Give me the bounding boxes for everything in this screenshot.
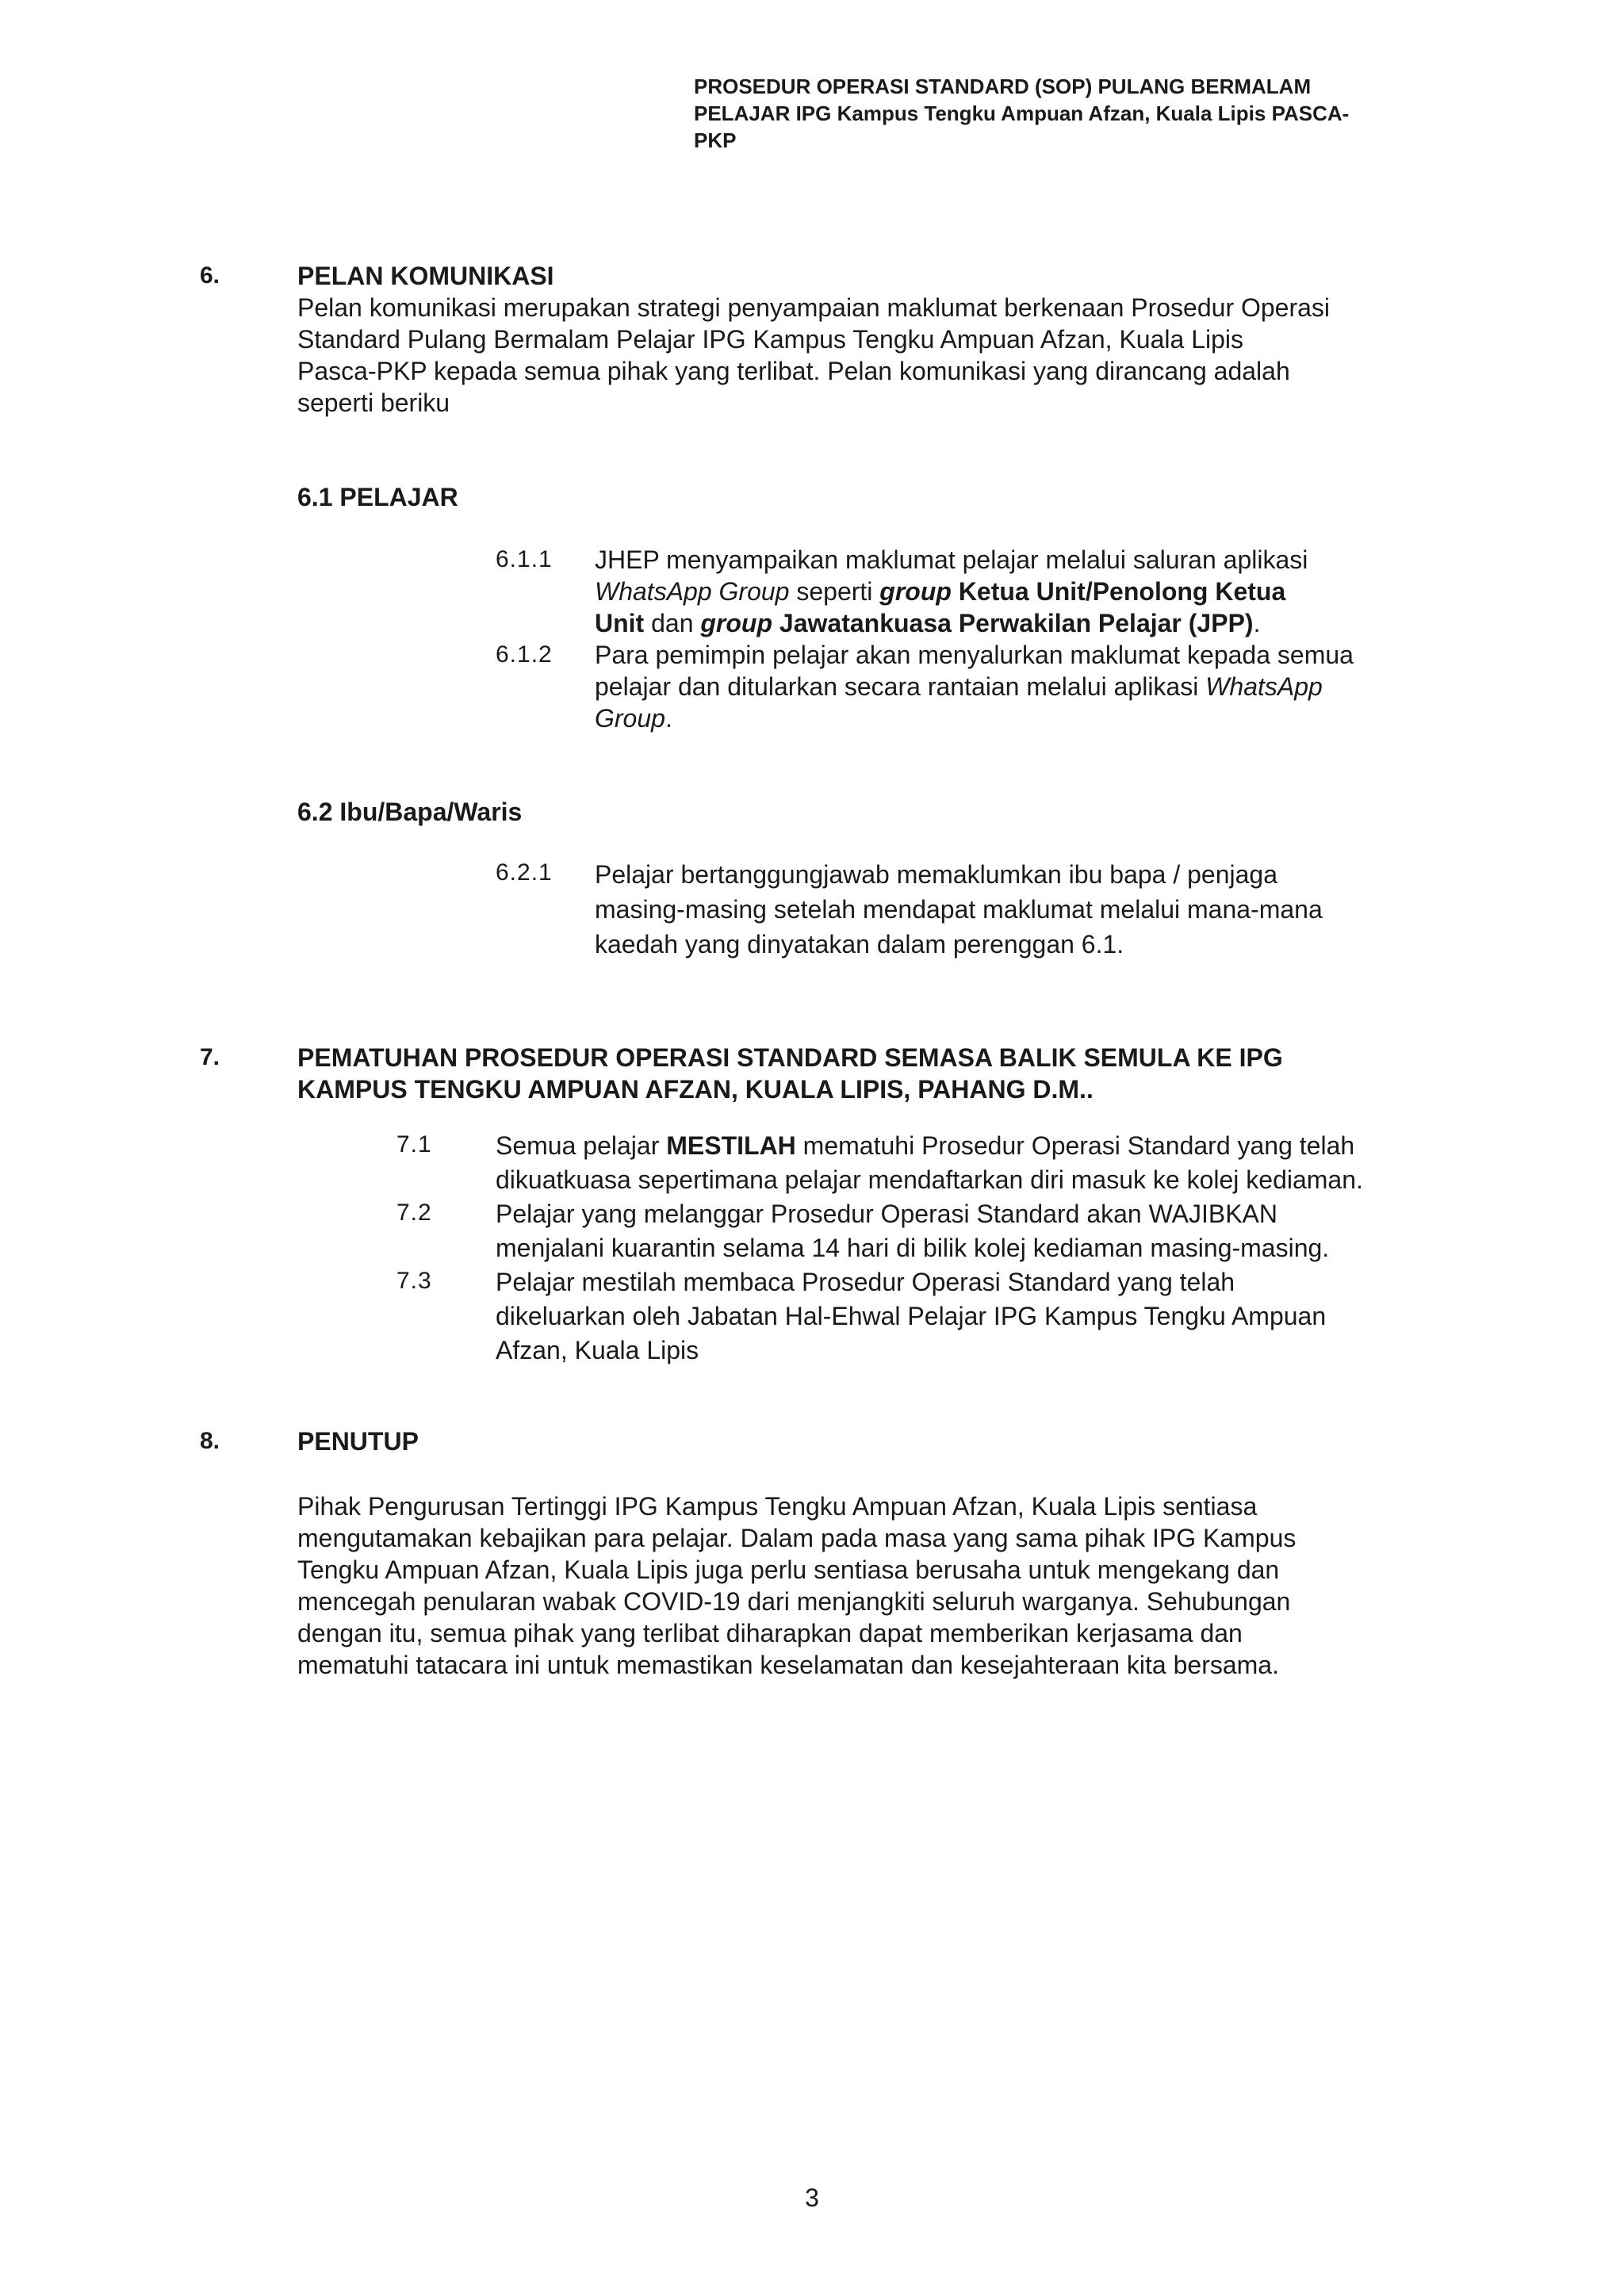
item-line: Para pemimpin pelajar akan menyalurkan maklumat kepada semua xyxy=(595,641,1354,669)
section-6-title: PELAN KOMUNIKASI xyxy=(297,262,554,290)
subsection-6-2-title: 6.2 Ibu/Bapa/Waris xyxy=(297,798,523,826)
text: seperti xyxy=(789,577,880,606)
section-7-title-line: PEMATUHAN PROSEDUR OPERASI STANDARD SEMASA BALIK SEMULA KE IPG xyxy=(297,1043,1283,1072)
item-line: dikuatkuasa sepertimana pelajar mendaftarkan diri masuk ke kolej kediaman. xyxy=(496,1165,1363,1194)
section-6-paragraph xyxy=(297,292,1415,419)
item-line: Pelajar bertanggungjawab memaklumkan ibu bapa / penjaga xyxy=(595,860,1278,889)
italic-text: Group xyxy=(595,704,665,733)
section-8-para-line: mengutamakan kebajikan para pelajar. Dalam pada masa yang sama pihak IPG Kampus xyxy=(297,1524,1297,1552)
item-line: menjalani kuarantin selama 14 hari di bilik kolej kediaman masing-masing. xyxy=(496,1234,1330,1262)
section-8-number: 8. xyxy=(200,1428,220,1454)
subsection-6-1-title: 6.1 PELAJAR xyxy=(297,483,458,511)
item-6-1-2-number: 6.1.2 xyxy=(496,641,553,668)
item-line xyxy=(595,702,1419,734)
bold-text: Jawatankuasa Perwakilan Pelajar (JPP) xyxy=(772,609,1254,637)
header-line-1: PROSEDUR OPERASI STANDARD (SOP) PULANG BERMALAM xyxy=(694,75,1312,98)
text: dan xyxy=(644,609,701,637)
item-line xyxy=(595,576,1419,607)
item-7-2-number: 7.2 xyxy=(396,1200,432,1226)
item-6-1-2-text xyxy=(595,639,1419,734)
item-6-1-1-number: 6.1.1 xyxy=(496,546,553,572)
item-line: masing-masing setelah mendapat maklumat melalui mana-mana xyxy=(595,895,1323,924)
item-line xyxy=(595,671,1419,702)
section-8-paragraph xyxy=(297,1490,1439,1681)
bold-text: MESTILAH xyxy=(666,1131,796,1160)
header-line-2: PELAJAR IPG Kampus Tengku Ampuan Afzan, Kuala Lipis PASCA- xyxy=(694,101,1350,125)
section-7-number: 7. xyxy=(200,1044,220,1070)
section-8-para-line: mencegah penularan wabak COVID-19 dari menjangkiti seluruh warganya. Sehubungan xyxy=(297,1587,1291,1616)
item-6-2-1-text xyxy=(595,857,1419,962)
text: Semua pelajar xyxy=(496,1131,667,1160)
item-line xyxy=(595,607,1419,639)
item-6-2-1-number: 6.2.1 xyxy=(496,859,553,886)
bold-text: Ketua Unit/Penolong Ketua xyxy=(951,577,1286,606)
page-number: 3 xyxy=(805,2183,819,2212)
italic-text: WhatsApp xyxy=(1205,672,1323,701)
section-8-para-line: Tengku Ampuan Afzan, Kuala Lipis juga perlu sentiasa berusaha untuk mengekang dan xyxy=(297,1556,1280,1584)
section-8-title: PENUTUP xyxy=(297,1427,419,1456)
item-7-1-text xyxy=(496,1129,1431,1197)
text: . xyxy=(1253,609,1261,637)
item-7-2-text xyxy=(496,1197,1431,1265)
running-header xyxy=(694,73,1439,152)
section-7-title xyxy=(297,1042,1423,1105)
bold-text: Unit xyxy=(595,609,645,637)
item-line: kaedah yang dinyatakan dalam perenggan 6.1. xyxy=(595,930,1124,959)
item-7-3-number: 7.3 xyxy=(396,1268,432,1294)
item-6-1-1-text xyxy=(595,544,1419,639)
item-line: dikeluarkan oleh Jabatan Hal-Ehwal Pelajar IPG Kampus Tengku Ampuan xyxy=(496,1302,1327,1330)
item-line: JHEP menyampaikan maklumat pelajar melalui saluran aplikasi xyxy=(595,545,1308,574)
item-7-3-text xyxy=(496,1265,1431,1368)
section-6-para-line: Pelan komunikasi merupakan strategi penyampaian maklumat berkenaan Prosedur Operasi xyxy=(297,293,1331,322)
item-line xyxy=(496,1129,1431,1163)
section-7-title-line: KAMPUS TENGKU AMPUAN AFZAN, KUALA LIPIS, PAHANG D.M.. xyxy=(297,1075,1094,1104)
text: . xyxy=(665,704,672,733)
item-7-1-number: 7.1 xyxy=(396,1131,432,1158)
section-8-para-line: Pihak Pengurusan Tertinggi IPG Kampus Tengku Ampuan Afzan, Kuala Lipis sentiasa xyxy=(297,1492,1258,1521)
bold-italic-text: group xyxy=(879,577,952,606)
italic-text: WhatsApp Group xyxy=(595,577,790,606)
section-6-para-line: Standard Pulang Bermalam Pelajar IPG Kampus Tengku Ampuan Afzan, Kuala Lipis xyxy=(297,325,1243,354)
item-line: Afzan, Kuala Lipis xyxy=(496,1336,699,1364)
header-line-3: PKP xyxy=(694,128,737,152)
section-8-para-line: mematuhi tatacara ini untuk memastikan keselamatan dan kesejahteraan kita bersama. xyxy=(297,1651,1279,1679)
text: mematuhi Prosedur Operasi Standard yang telah xyxy=(795,1131,1355,1160)
item-line: Pelajar mestilah membaca Prosedur Operasi Standard yang telah xyxy=(496,1268,1235,1296)
section-8-para-line: dengan itu, semua pihak yang terlibat diharapkan dapat memberikan kerjasama dan xyxy=(297,1619,1243,1647)
bold-italic-text: group xyxy=(700,609,773,637)
section-6-para-line: Pasca-PKP kepada semua pihak yang terlibat. Pelan komunikasi yang dirancang adalah xyxy=(297,357,1290,385)
section-6-number: 6. xyxy=(200,262,220,289)
section-6-para-line: seperti beriku xyxy=(297,388,450,417)
text: pelajar dan ditularkan secara rantaian melalui aplikasi xyxy=(595,672,1206,701)
item-line: Pelajar yang melanggar Prosedur Operasi Standard akan WAJIBKAN xyxy=(496,1200,1277,1228)
